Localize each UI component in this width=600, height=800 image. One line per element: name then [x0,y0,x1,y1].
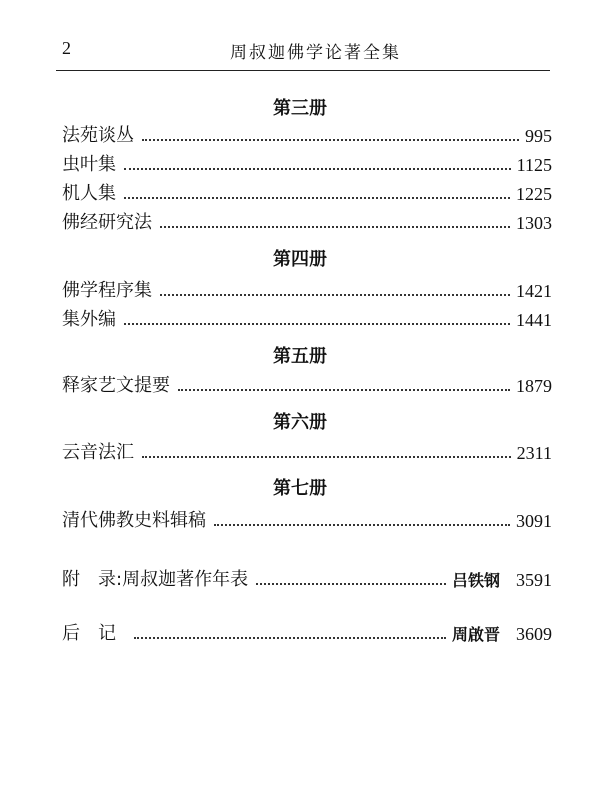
dot-leader [160,226,510,228]
appendix-author: 吕铁钢 [451,571,500,590]
toc-entry[interactable] [62,179,552,205]
toc-entry[interactable] [62,276,552,302]
entry-title: 佛经研究法 [62,212,152,233]
postscript-page: 3609 [516,624,552,644]
dot-leader [256,583,446,585]
entry-title: 云音法汇 [62,442,134,463]
toc-entry[interactable] [62,438,552,464]
dot-leader [142,456,511,458]
running-title: 周叔迦佛学论著全集 [230,43,401,63]
toc-entry[interactable] [62,371,552,397]
toc-entry[interactable] [62,305,552,331]
header-rule [56,70,550,71]
volume-heading-6: 第六册 [273,412,327,433]
toc-entry-appendix[interactable] [62,565,552,591]
entry-title: 佛学程序集 [62,280,152,301]
dot-leader [214,524,510,526]
toc-entry[interactable] [62,121,552,147]
appendix-label: 附 录: [62,569,123,590]
dot-leader [124,197,510,199]
postscript-label: 后 记 [62,623,116,644]
entry-page: 1225 [516,184,552,204]
entry-title: 虫叶集 [62,154,116,175]
toc-entry[interactable] [62,506,552,532]
dot-leader [142,139,519,141]
dot-leader [124,168,511,170]
entry-page: 1421 [516,281,552,301]
postscript-author: 周啟晋 [451,625,500,644]
toc-entry[interactable] [62,208,552,234]
entry-page: 995 [525,126,552,146]
entry-title: 集外编 [62,309,116,330]
volume-heading-4: 第四册 [273,249,327,270]
entry-page: 1125 [516,155,552,175]
dot-leader [124,323,510,325]
appendix-page: 3591 [516,570,552,590]
entry-page: 1303 [516,213,552,233]
toc-entry-postscript[interactable] [62,619,552,645]
volume-heading-5: 第五册 [273,346,327,367]
entry-title: 释家艺文提要 [62,375,170,396]
appendix-title: 周叔迦著作年表 [122,569,249,590]
entry-page: 1879 [516,376,552,396]
entry-page: 3091 [516,511,552,531]
dot-leader [178,389,510,391]
toc-entry[interactable] [62,150,552,176]
dot-leader [134,637,446,639]
dot-leader [160,294,510,296]
entry-title: 机人集 [62,183,116,204]
entry-page: 2311 [516,443,552,463]
page-number: 2 [62,38,71,58]
entry-page: 1441 [516,310,552,330]
entry-title: 法苑谈丛 [62,125,134,146]
entry-title: 清代佛教史料辑稿 [62,510,206,531]
volume-heading-7: 第七册 [273,478,327,499]
volume-heading-3: 第三册 [273,98,327,119]
